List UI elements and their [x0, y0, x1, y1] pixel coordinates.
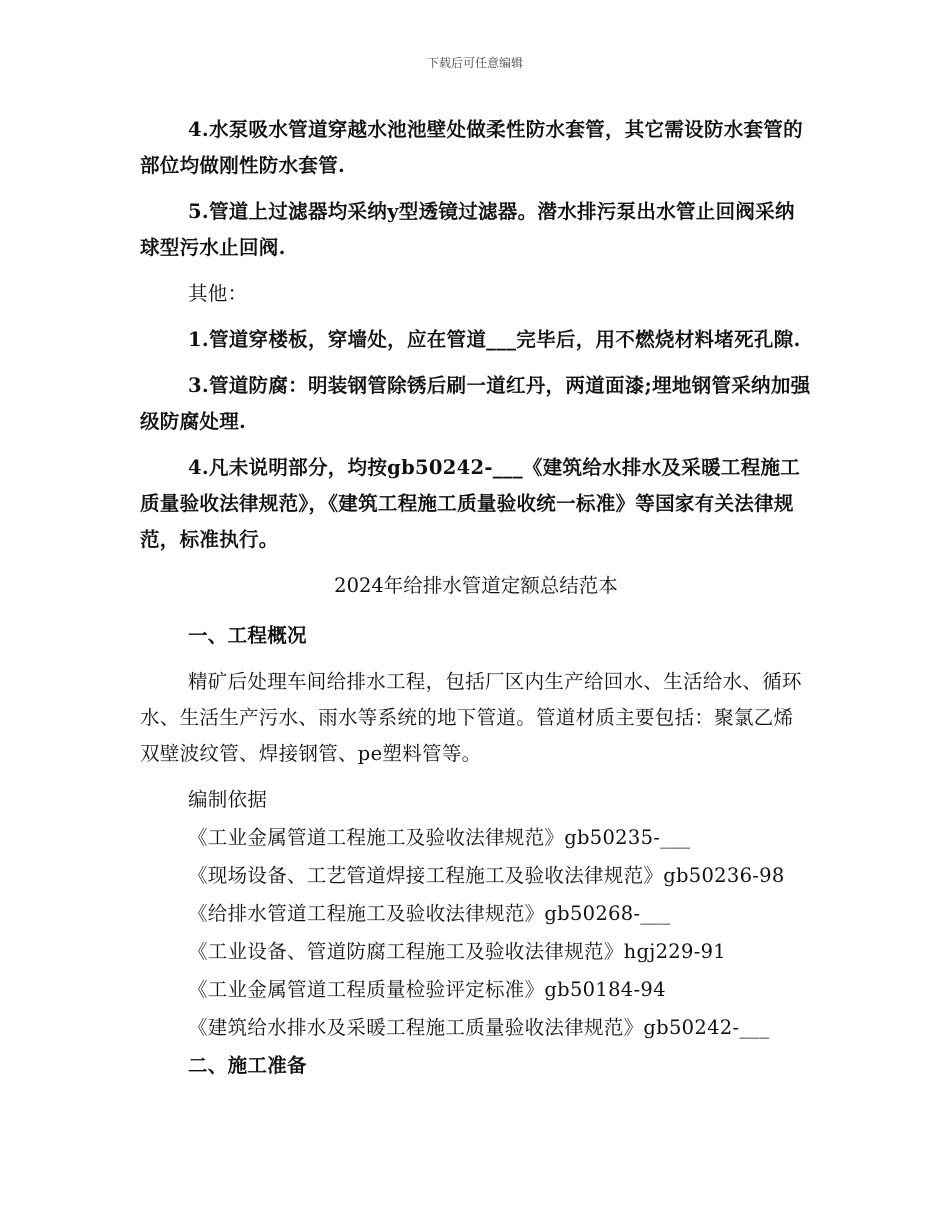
page-header: 下载后可任意编辑: [426, 56, 523, 70]
reference-item: 《工业金属管道工程质量检验评定标准》gb50184-94: [188, 978, 666, 1001]
document-body: [140, 112, 812, 1094]
other-label: 其他：: [188, 282, 248, 305]
document-title: 2024年给排水管道定额总结范本: [334, 574, 618, 597]
section-1-body: 精矿后处理车间给排水工程，包括厂区内生产给回水、生活给水、循环水、生活生产污水、雨水等系统的地下管道。管道材质主要包括：聚氯乙烯双壁波纹管、焊接钢管、pe塑料管等。: [140, 670, 802, 765]
section-2-heading: 二、施工准备: [188, 1054, 307, 1077]
paragraph-other-3: 3.管道防腐：明装钢管除锈后刷一道红丹，两道面漆;埋地钢管采纳加强级防腐处理.: [140, 374, 811, 433]
reference-item: 《现场设备、工艺管道焊接工程施工及验收法律规范》gb50236-98: [188, 864, 785, 887]
reference-item: 《建筑给水排水及采暖工程施工质量验收法律规范》gb50242-___: [188, 1016, 770, 1039]
reference-item: 《工业设备、管道防腐工程施工及验收法律规范》hgj229-91: [188, 940, 727, 963]
reference-item: 《工业金属管道工程施工及验收法律规范》gb50235-___: [188, 826, 691, 849]
paragraph-item-5: 5.管道上过滤器均采纳y型透镜过滤器。潜水排污泵出水管止回阀采纳球型污水止回阀.: [140, 200, 795, 259]
paragraph-other-4: 4.凡未说明部分，均按gb50242-___《建筑给水排水及采暖工程施工质量验收法律规范》，《建筑工程施工质量验收统一标准》等国家有关法律规范，标准执行。: [140, 456, 801, 551]
paragraph-other-1: 1.管道穿楼板，穿墙处，应在管道___完毕后，用不燃烧材料堵死孔隙.: [188, 328, 801, 351]
section-1-heading: 一、工程概况: [188, 624, 307, 647]
basis-label: 编制依据: [188, 788, 268, 811]
reference-item: 《给排水管道工程施工及验收法律规范》gb50268-___: [188, 902, 671, 925]
paragraph-item-4: 4.水泵吸水管道穿越水池池壁处做柔性防水套管，其它需设防水套管的部位均做刚性防水套管.: [140, 118, 803, 177]
